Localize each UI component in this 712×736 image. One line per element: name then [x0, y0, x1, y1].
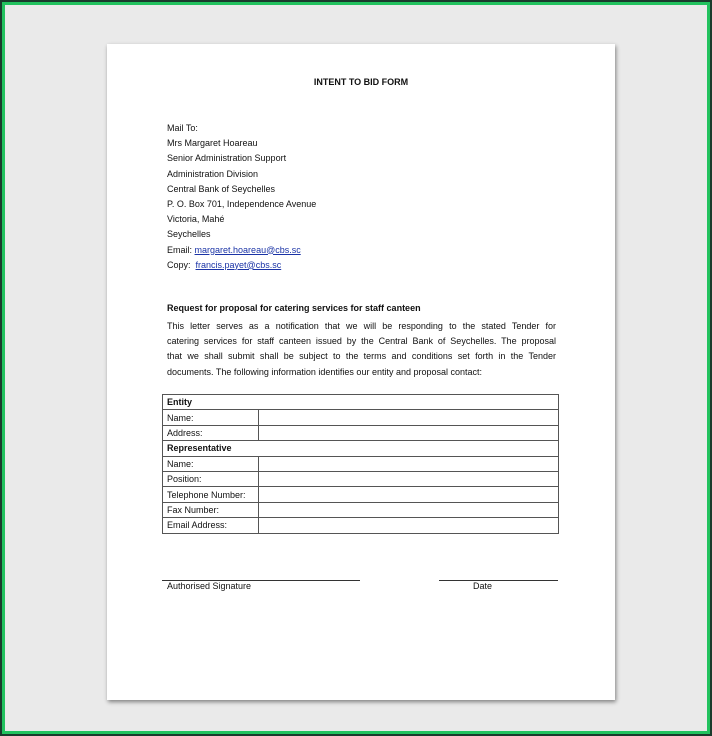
paragraph-line: This letter serves as a notification that we will be responding to the stated Tender for	[167, 321, 556, 331]
paragraph-line: catering services for staff canteen issued by the Central Bank of Seychelles. The proposal	[167, 336, 556, 347]
email-line	[167, 243, 316, 258]
copy-label: Copy:	[167, 259, 191, 270]
address-line: Administration Division	[167, 168, 259, 179]
rep-telephone-label: Telephone Number:	[163, 487, 259, 502]
date-label: Date	[473, 581, 493, 591]
address-line: Central Bank of Seychelles	[167, 183, 276, 194]
email-link[interactable]: margaret.hoareau@cbs.sc	[194, 244, 301, 255]
address-line: Senior Administration Support	[167, 153, 287, 164]
rep-email-field[interactable]	[259, 518, 559, 533]
rep-fax-label: Fax Number:	[163, 502, 259, 517]
document-page	[107, 44, 615, 700]
email-label: Email:	[167, 244, 193, 255]
rep-position-field[interactable]	[259, 471, 559, 486]
entity-address-field[interactable]	[259, 425, 559, 440]
address-line: Mrs Margaret Hoareau	[167, 138, 258, 149]
paragraph-line: documents. The following information identifies our entity and proposal contact:	[167, 366, 483, 377]
rep-email-label: Email Address:	[163, 518, 259, 533]
table-row	[163, 518, 559, 533]
request-heading: Request for proposal for catering services for staff canteen	[167, 303, 421, 313]
image-frame	[2, 2, 710, 734]
mailing-address	[167, 121, 316, 273]
rep-telephone-field[interactable]	[259, 487, 559, 502]
table-row	[163, 471, 559, 486]
entity-form-table	[162, 394, 559, 534]
table-row	[163, 487, 559, 502]
table-row	[163, 410, 559, 425]
table-row	[163, 502, 559, 517]
date-line[interactable]	[439, 580, 558, 581]
table-row	[163, 441, 559, 456]
address-line: Seychelles	[167, 229, 211, 240]
notification-paragraph	[167, 319, 556, 380]
rep-name-label: Name:	[163, 456, 259, 471]
entity-address-label: Address:	[163, 425, 259, 440]
table-row	[163, 425, 559, 440]
paragraph-line: that we shall submit shall be subject to the terms and conditions set forth in the Tender	[167, 351, 556, 362]
document-title: INTENT TO BID FORM	[313, 77, 409, 87]
copy-email-link[interactable]: francis.payet@cbs.sc	[195, 259, 282, 270]
signature-label: Authorised Signature	[167, 581, 252, 591]
entity-name-label: Name:	[163, 410, 259, 425]
table-row	[163, 456, 559, 471]
rep-fax-field[interactable]	[259, 502, 559, 517]
address-line: Mail To:	[167, 123, 198, 133]
entity-name-field[interactable]	[259, 410, 559, 425]
rep-name-field[interactable]	[259, 456, 559, 471]
address-line: Victoria, Mahé	[167, 214, 225, 225]
address-line: P. O. Box 701, Independence Avenue	[167, 198, 317, 209]
rep-position-label: Position:	[163, 471, 259, 486]
table-row	[163, 395, 559, 410]
representative-header: Representative	[163, 441, 559, 456]
copy-line	[167, 258, 316, 273]
entity-header: Entity	[163, 395, 559, 410]
